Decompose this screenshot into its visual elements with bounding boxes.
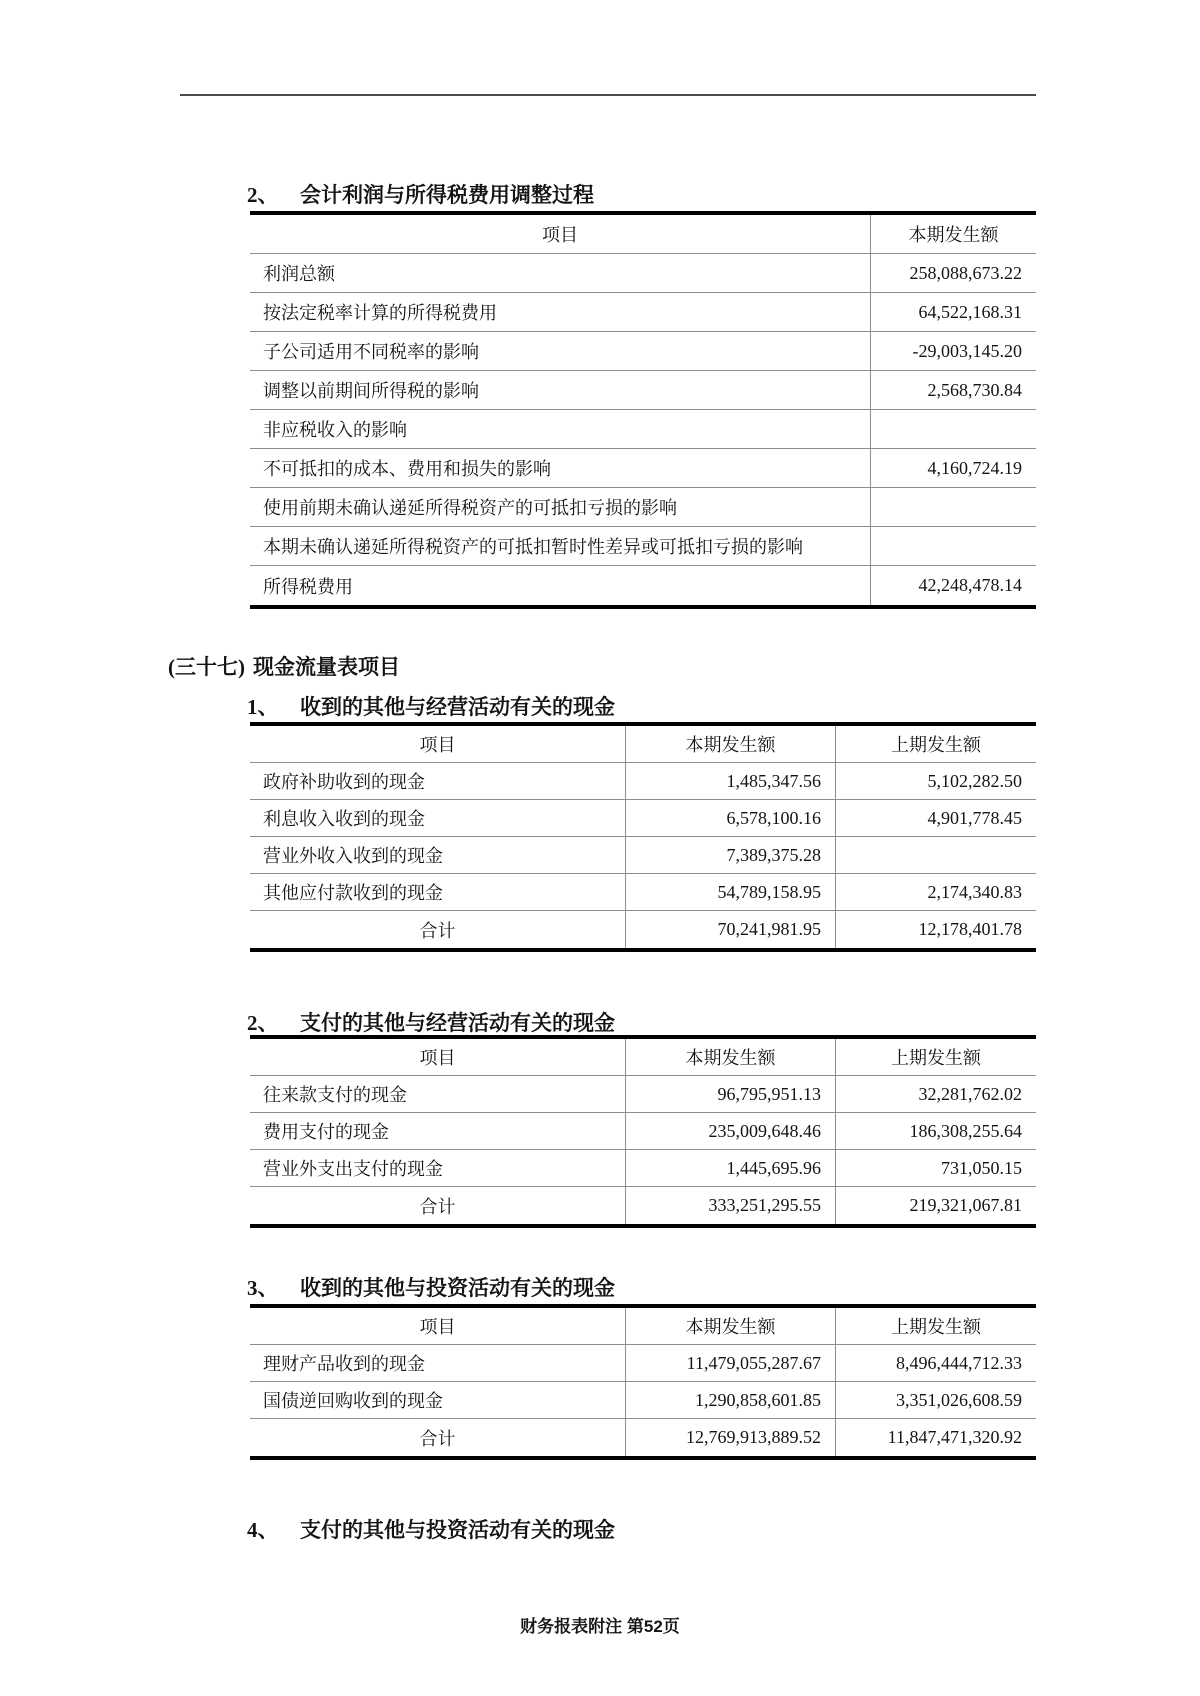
row-label: 营业外收入收到的现金 — [263, 846, 443, 866]
row-prior-amount: 32,281,762.02 — [835, 1076, 1036, 1112]
row-current-amount: 258,088,673.22 — [870, 254, 1036, 292]
column-header-current-amount: 本期发生额 — [625, 726, 835, 762]
row-label: 营业外支出支付的现金 — [263, 1159, 443, 1179]
row-current-amount: 1,290,858,601.85 — [625, 1382, 835, 1418]
heading-title: 支付的其他与投资活动有关的现金 — [300, 1518, 615, 1542]
table-row — [250, 1382, 1036, 1419]
row-label: 非应税收入的影响 — [263, 420, 407, 440]
heading-title: 收到的其他与投资活动有关的现金 — [300, 1276, 615, 1300]
table-row — [250, 527, 1036, 566]
page-footer: 财务报表附注 第52页 — [520, 1617, 680, 1636]
total-current-amount: 12,769,913,889.52 — [625, 1419, 835, 1456]
row-prior-amount — [835, 837, 1036, 873]
column-header-current-amount: 本期发生额 — [870, 215, 1036, 253]
row-label: 理财产品收到的现金 — [263, 1354, 425, 1374]
table-header-row — [250, 1039, 1036, 1076]
table-header-row — [250, 1308, 1036, 1345]
section-heading-cashflow-items — [168, 653, 400, 681]
row-label: 调整以前期间所得税的影响 — [263, 381, 479, 401]
table-row — [250, 410, 1036, 449]
row-current-amount: 6,578,100.16 — [625, 800, 835, 836]
row-label: 往来款支付的现金 — [263, 1085, 407, 1105]
row-current-amount: 64,522,168.31 — [870, 293, 1036, 331]
row-current-amount: 4,160,724.19 — [870, 449, 1036, 487]
row-prior-amount: 8,496,444,712.33 — [835, 1345, 1036, 1381]
table-row — [250, 1345, 1036, 1382]
column-header-item: 项目 — [419, 735, 456, 755]
table-income-tax-adjustment — [250, 211, 1036, 609]
table-row — [250, 837, 1036, 874]
heading-title: 会计利润与所得税费用调整过程 — [300, 183, 594, 207]
row-current-amount: 2,568,730.84 — [870, 371, 1036, 409]
subsection-heading-2 — [247, 1009, 615, 1037]
table-row — [250, 332, 1036, 371]
table-row — [250, 371, 1036, 410]
column-header-current-amount: 本期发生额 — [625, 1308, 835, 1344]
row-label: 其他应付款收到的现金 — [263, 883, 443, 903]
column-header-prior-amount: 上期发生额 — [835, 1308, 1036, 1344]
table-other-operating-cash-paid — [250, 1035, 1036, 1228]
total-prior-amount: 11,847,471,320.92 — [835, 1419, 1036, 1456]
column-header-item: 项目 — [542, 225, 578, 245]
heading-number: 1、 — [247, 695, 279, 719]
total-prior-amount: 12,178,401.78 — [835, 911, 1036, 948]
row-prior-amount: 186,308,255.64 — [835, 1113, 1036, 1149]
total-row — [250, 1187, 1036, 1224]
column-header-item: 项目 — [419, 1048, 456, 1068]
heading-title: 支付的其他与经营活动有关的现金 — [300, 1011, 615, 1035]
table-header-row — [250, 215, 1036, 254]
total-row — [250, 1419, 1036, 1456]
total-label: 合计 — [419, 1428, 456, 1449]
column-header-item: 项目 — [419, 1317, 456, 1337]
table-row — [250, 566, 1036, 605]
table-row — [250, 488, 1036, 527]
total-current-amount: 333,251,295.55 — [625, 1187, 835, 1224]
row-label: 按法定税率计算的所得税费用 — [263, 303, 497, 323]
row-label: 本期未确认递延所得税资产的可抵扣暂时性差异或可抵扣亏损的影响 — [263, 537, 803, 557]
table-row — [250, 1113, 1036, 1150]
heading-number: 2、 — [247, 1011, 279, 1035]
column-header-prior-amount: 上期发生额 — [835, 726, 1036, 762]
subsection-heading-3 — [247, 1274, 615, 1302]
table-row — [250, 254, 1036, 293]
subsection-heading-4 — [247, 1516, 615, 1544]
row-current-amount: 96,795,951.13 — [625, 1076, 835, 1112]
table-row — [250, 763, 1036, 800]
heading-number: (三十七) — [168, 655, 245, 679]
row-prior-amount: 731,050.15 — [835, 1150, 1036, 1186]
heading-number: 3、 — [247, 1276, 279, 1300]
page-header-rule — [180, 94, 1036, 96]
table-row — [250, 1076, 1036, 1113]
row-label: 所得税费用 — [263, 576, 353, 597]
row-current-amount — [870, 488, 1036, 526]
row-label: 利息收入收到的现金 — [263, 809, 425, 829]
row-current-amount — [870, 527, 1036, 565]
table-row — [250, 449, 1036, 488]
column-header-prior-amount: 上期发生额 — [835, 1039, 1036, 1075]
heading-number: 4、 — [247, 1518, 279, 1542]
subsection-heading-1 — [247, 693, 615, 721]
row-label: 费用支付的现金 — [263, 1122, 389, 1142]
row-current-amount: 7,389,375.28 — [625, 837, 835, 873]
total-label: 合计 — [419, 1196, 456, 1217]
row-current-amount: 42,248,478.14 — [870, 566, 1036, 605]
total-row — [250, 911, 1036, 948]
table-row — [250, 800, 1036, 837]
row-current-amount: 235,009,648.46 — [625, 1113, 835, 1149]
row-current-amount — [870, 410, 1036, 448]
table-row — [250, 293, 1036, 332]
total-current-amount: 70,241,981.95 — [625, 911, 835, 948]
row-label: 利润总额 — [263, 264, 335, 284]
total-prior-amount: 219,321,067.81 — [835, 1187, 1036, 1224]
row-label: 政府补助收到的现金 — [263, 772, 425, 792]
table-row — [250, 1150, 1036, 1187]
row-label: 不可抵扣的成本、费用和损失的影响 — [263, 459, 551, 479]
row-label: 子公司适用不同税率的影响 — [263, 342, 479, 362]
row-current-amount: 11,479,055,287.67 — [625, 1345, 835, 1381]
column-header-current-amount: 本期发生额 — [625, 1039, 835, 1075]
heading-title: 收到的其他与经营活动有关的现金 — [300, 695, 615, 719]
row-label: 国债逆回购收到的现金 — [263, 1391, 443, 1411]
row-current-amount: 1,445,695.96 — [625, 1150, 835, 1186]
row-current-amount: 1,485,347.56 — [625, 763, 835, 799]
row-prior-amount: 5,102,282.50 — [835, 763, 1036, 799]
row-prior-amount: 3,351,026,608.59 — [835, 1382, 1036, 1418]
row-label: 使用前期未确认递延所得税资产的可抵扣亏损的影响 — [263, 498, 677, 518]
table-header-row — [250, 726, 1036, 763]
table-row — [250, 874, 1036, 911]
row-current-amount: -29,003,145.20 — [870, 332, 1036, 370]
row-prior-amount: 2,174,340.83 — [835, 874, 1036, 910]
heading-number: 2、 — [247, 183, 279, 207]
row-current-amount: 54,789,158.95 — [625, 874, 835, 910]
table-other-investing-cash-received — [250, 1304, 1036, 1460]
table-other-operating-cash-received — [250, 722, 1036, 952]
total-label: 合计 — [419, 920, 456, 941]
section-heading-tax-adjustment — [247, 181, 594, 209]
heading-title: 现金流量表项目 — [253, 655, 400, 679]
row-prior-amount: 4,901,778.45 — [835, 800, 1036, 836]
